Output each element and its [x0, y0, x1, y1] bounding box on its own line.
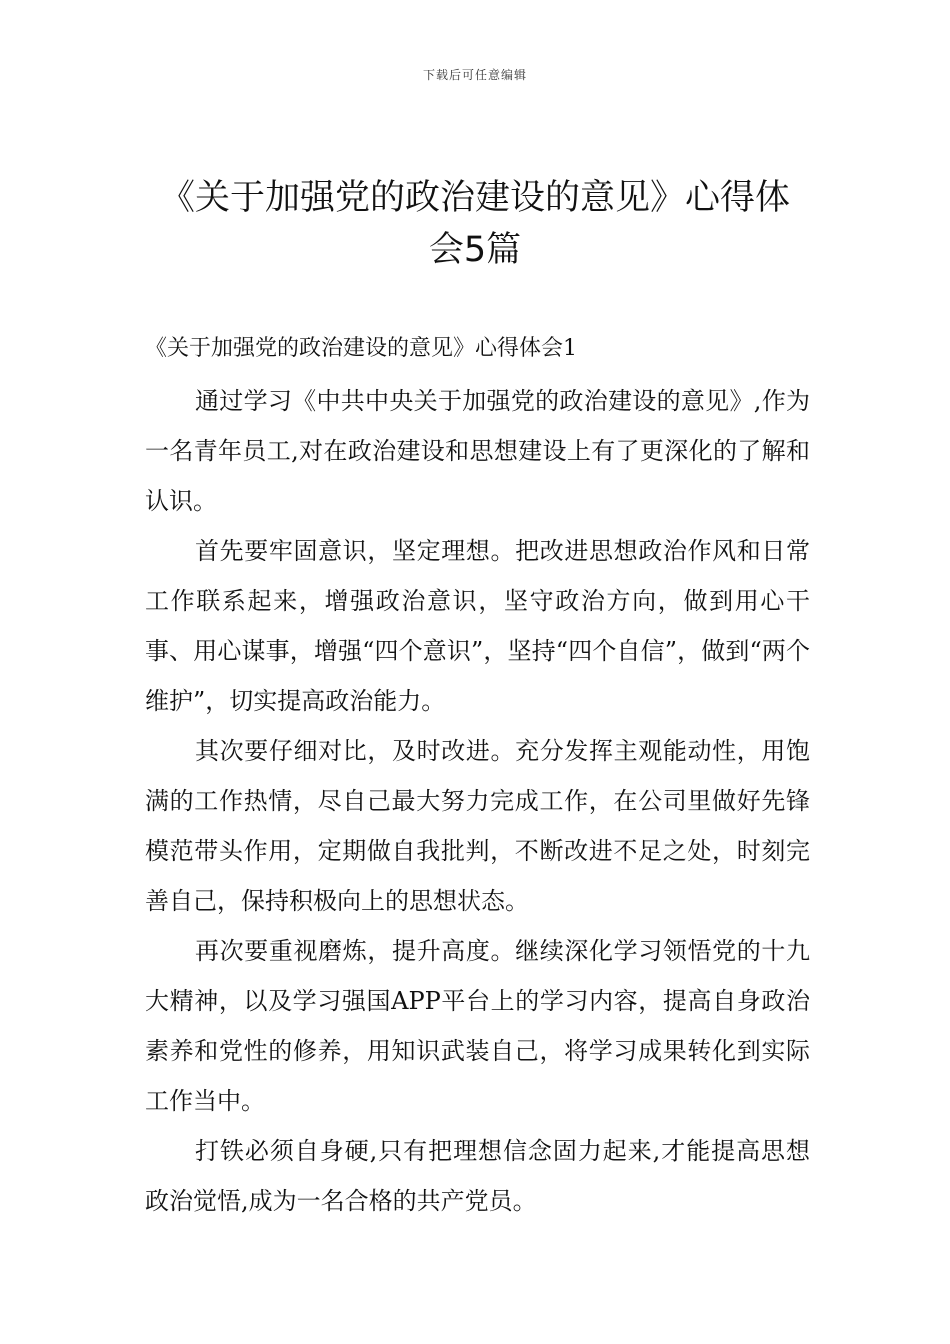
paragraph-5: 打铁必须自身硬,只有把理想信念固力起来,才能提高思想政治觉悟,成为一名合格的共产党员。 [145, 1137, 810, 1215]
paragraph-4: 再次要重视磨炼，提升高度。继续深化学习领悟党的十九大精神，以及学习强国APP平台上的学习内容，提高自身政治素养和党性的修养，用知识武装自己，将学习成果转化到实际工作当中。 [145, 937, 810, 1115]
paragraph-1: 通过学习《中共中央关于加强党的政治建设的意见》,作为一名青年员工,对在政治建设和思想建设上有了更深化的了解和认识。 [145, 387, 810, 515]
paragraph-3: 其次要仔细对比，及时改进。充分发挥主观能动性，用饱满的工作热情，尽自己最大努力完成工作，在公司里做好先锋模范带头作用，定期做自我批判，不断改进不足之处，时刻完善自己，保持积极向上的思想状态。 [145, 737, 810, 915]
document-title-line-1: 《关于加强党的政治建设的意见》心得体 [159, 178, 790, 218]
document-title-line-2: 会5篇 [428, 230, 522, 270]
document-title [110, 172, 840, 276]
section-heading: 《关于加强党的政治建设的意见》心得体会1 [145, 336, 577, 361]
header-note: 下载后可任意编辑 [422, 68, 527, 82]
body-text [145, 376, 810, 1226]
paragraph-2: 首先要牢固意识，坚定理想。把改进思想政治作风和日常工作联系起来，增强政治意识，坚守政治方向，做到用心干事、用心谋事，增强“四个意识”，坚持“四个自信”，做到“两个维护”，切实提高政治能力。 [145, 537, 810, 715]
